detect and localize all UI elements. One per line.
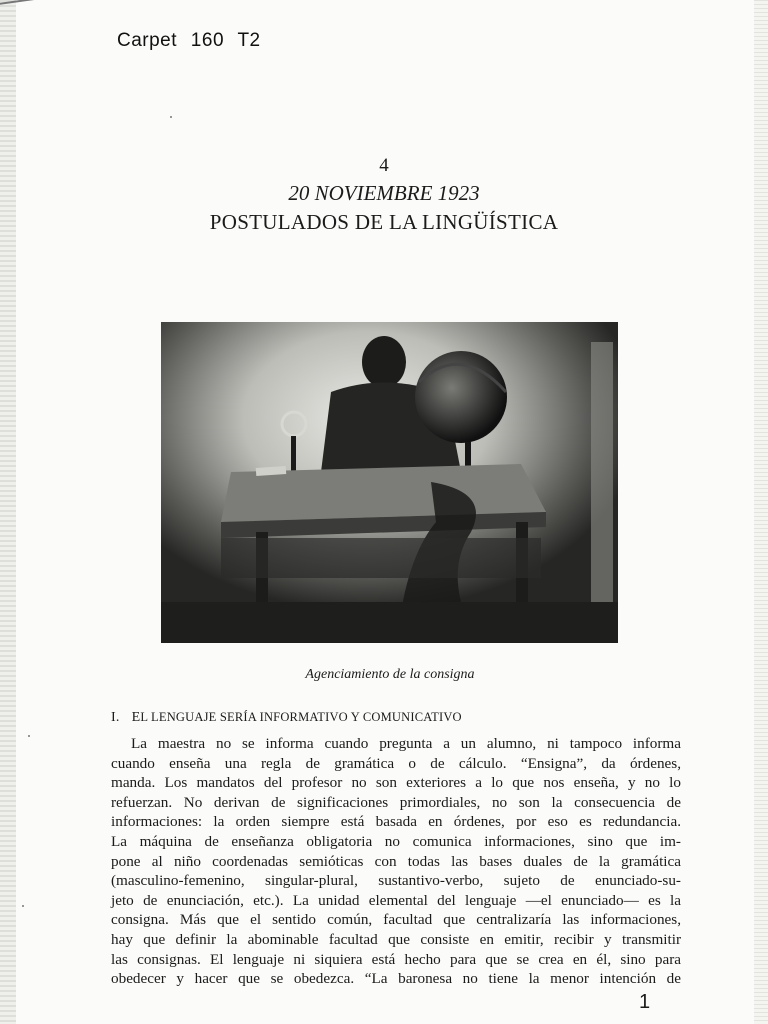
chapter-title: POSTULADOS DE LA LINGÜÍSTICA: [209, 210, 559, 234]
dust-speck: [22, 905, 24, 907]
dust-speck: [170, 116, 172, 118]
page-edge-right: [754, 0, 768, 1024]
body-line: obedecer y hacer que se obedezca. “La baronesa no tiene la menor intención de: [111, 970, 681, 988]
section-heading-initial: E: [131, 710, 141, 725]
body-line: hay que definir la abominable facultad que consiste en emitir, recibir y transmitir: [111, 930, 681, 948]
body-line: La máquina de enseñanza obligatoria no comunica informaciones, sino que im-: [111, 832, 681, 850]
section-number: I.: [111, 710, 120, 725]
body-line: jeto de enunciación, etc.). La unidad elemental del lenguaje —el enunciado— es la: [111, 891, 681, 909]
body-paragraph: [111, 734, 681, 989]
body-line: las consignas. El lenguaje ni siquiera está hecho para que se crea en él, sino para: [111, 950, 681, 968]
body-line: manda. Los mandatos del profesor no son exteriores a lo que nos enseña, y no lo: [111, 774, 681, 792]
section-heading: [111, 710, 462, 726]
body-line: consigna. Más que el sentido común, facultad que centralizaría las informaciones,: [111, 911, 681, 929]
page-edge-left: [0, 0, 16, 1024]
section-heading-text: L LENGUAJE SERÍA INFORMATIVO Y COMUNICATIVO: [140, 710, 462, 724]
page-number: 1: [639, 991, 651, 1013]
stamp-label: Carpet 160 T2: [117, 30, 261, 51]
body-line: informaciones: la orden siempre está basada en órdenes, por eso es redundancia.: [111, 813, 681, 831]
body-line: refuerzan. No derivan de significaciones primordiales, no son la consecuencia de: [111, 793, 681, 811]
body-line: pone al niño coordenadas semióticas con todas las bases duales de la gramática: [111, 852, 681, 870]
figure-photo: [161, 322, 618, 643]
dust-speck: [28, 735, 30, 737]
body-line: La maestra no se informa cuando pregunta a un alumno, ni tampoco informa: [131, 735, 681, 752]
chapter-date: 20 NOVIEMBRE 1923: [288, 181, 480, 205]
chapter-number: 4: [379, 155, 389, 176]
photo-illustration: [161, 322, 618, 643]
figure-caption: Agenciamiento de la consigna: [305, 667, 475, 682]
corner-mark: [0, 0, 40, 13]
body-line: (masculino-femenino, singular-plural, sustantivo-verbo, sujeto de enunciado-su-: [111, 872, 681, 890]
body-line: cuando enseña una regla de gramática o de cálculo. “Ensigna”, da órdenes,: [111, 754, 681, 772]
